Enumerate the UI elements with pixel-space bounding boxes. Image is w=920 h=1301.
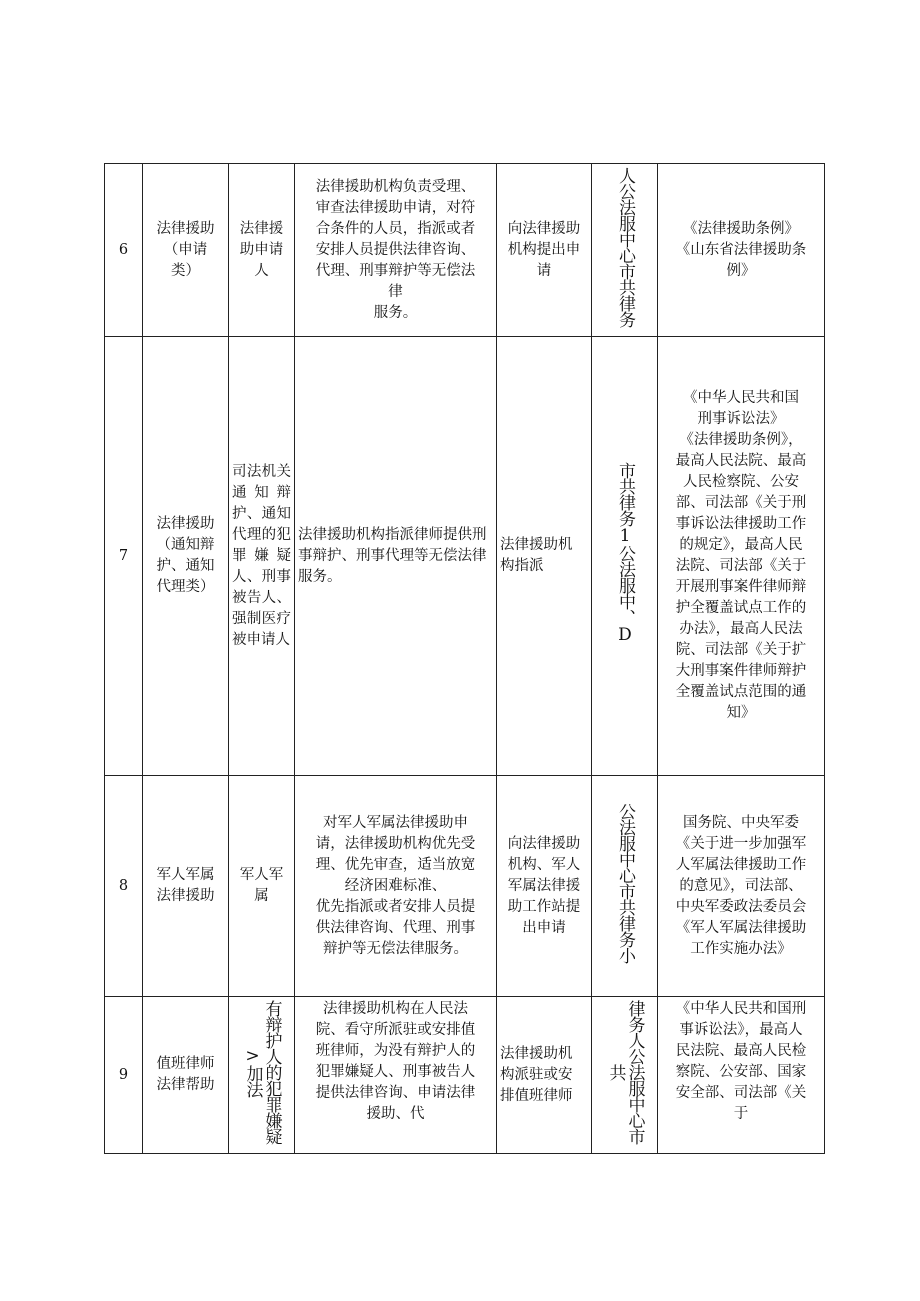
application-method: 向法律援助 机构、军人 军属法律援 助工作站提 出申请 [497, 776, 592, 997]
department-vertical-text: 公法服中心市共律务小 [615, 802, 635, 963]
responsible-department [592, 164, 658, 337]
legal-basis: 《法律援助条例》 《山东省法律援助条 例》 [658, 164, 825, 337]
application-method: 法律援助机 构指派 [497, 337, 592, 776]
service-target: 军人军 属 [229, 776, 295, 997]
service-content: 对军人军属法律援助申 请，法律援助机构优先受 理、优先审查，适当放宽 经济困难标准、 优先指派或者安排人员提 供法律咨询、代理、刑事 辩护等无偿法律服务。 [295, 776, 497, 997]
service-name: 法律援助 （申请 类） [143, 164, 229, 337]
row-number: 9 [105, 997, 143, 1154]
service-name: 军人军属 法律援助 [143, 776, 229, 997]
responsible-department [592, 776, 658, 997]
department-vertical-text: 律务人公法服中心市共 [605, 999, 645, 1144]
legal-basis: 《中华人民共和国刑 事诉讼法》，最高人 民法院、最高人民检 察院、公安部、国家 安全部、司法部《关 于 [658, 997, 825, 1154]
service-target [229, 997, 295, 1154]
row-number: 8 [105, 776, 143, 997]
department-vertical-text: 人公法服中心市共律务 [615, 166, 635, 327]
department-vertical-text: 市共律务1公法服中、D [615, 461, 635, 644]
table-row [105, 776, 825, 997]
service-name: 法律援助 （通知辩 护、通知 代理类） [143, 337, 229, 776]
service-target: 司法机关通知辩护、通知代理的犯罪嫌疑人、刑事被告人、强制医疗被申请人 [229, 337, 295, 776]
service-content: 法律援助机构负责受理、 审查法律援助申请，对符 合条件的人员，指派或者 安排人员提供法律咨询、 代理、刑事辩护等无偿法 律 服务。 [295, 164, 497, 337]
responsible-department [592, 337, 658, 776]
table-row [105, 337, 825, 776]
service-content: 法律援助机构指派律师提供刑事辩护、刑事代理等无偿法律服务。 [295, 337, 497, 776]
service-name: 值班律师 法律帮助 [143, 997, 229, 1154]
service-target: 法律援 助申请 人 [229, 164, 295, 337]
legal-aid-services-table [104, 163, 825, 1154]
responsible-department [592, 997, 658, 1154]
table-row [105, 164, 825, 337]
table-row [105, 997, 825, 1154]
legal-basis: 国务院、中央军委 《关于进一步加强军 人军属法律援助工作 的意见》，司法部、 中央军委政法委员会 《军人军属法律援助 工作实施办法》 [658, 776, 825, 997]
service-content: 法律援助机构在人民法 院、看守所派驻或安排值 班律师，为没有辩护人的 犯罪嫌疑人、刑事被告人 提供法律咨询、申请法律 援助、代 [295, 997, 497, 1154]
application-method: 法律援助机 构派驻或安 排值班律师 [497, 997, 592, 1154]
target-vertical-text: 有辩护人的犯罪嫌疑>加法 [242, 999, 282, 1144]
application-method: 向法律援助 机构提出申 请 [497, 164, 592, 337]
row-number: 6 [105, 164, 143, 337]
legal-basis: 《中华人民共和国 刑事诉讼法》 《法律援助条例》， 最高人民法院、最高 人民检察院、公安 部、司法部《关于刑 事诉讼法律援助工作 的规定》，最高人民 法院、司法部《关于 开展刑事案件律师辩 护全覆盖试点工作的 办法》，最高人民法 院、司法部《关于扩 大刑事案件律师辩护 全覆盖试点范围的通 知》 [658, 337, 825, 776]
row-number: 7 [105, 337, 143, 776]
